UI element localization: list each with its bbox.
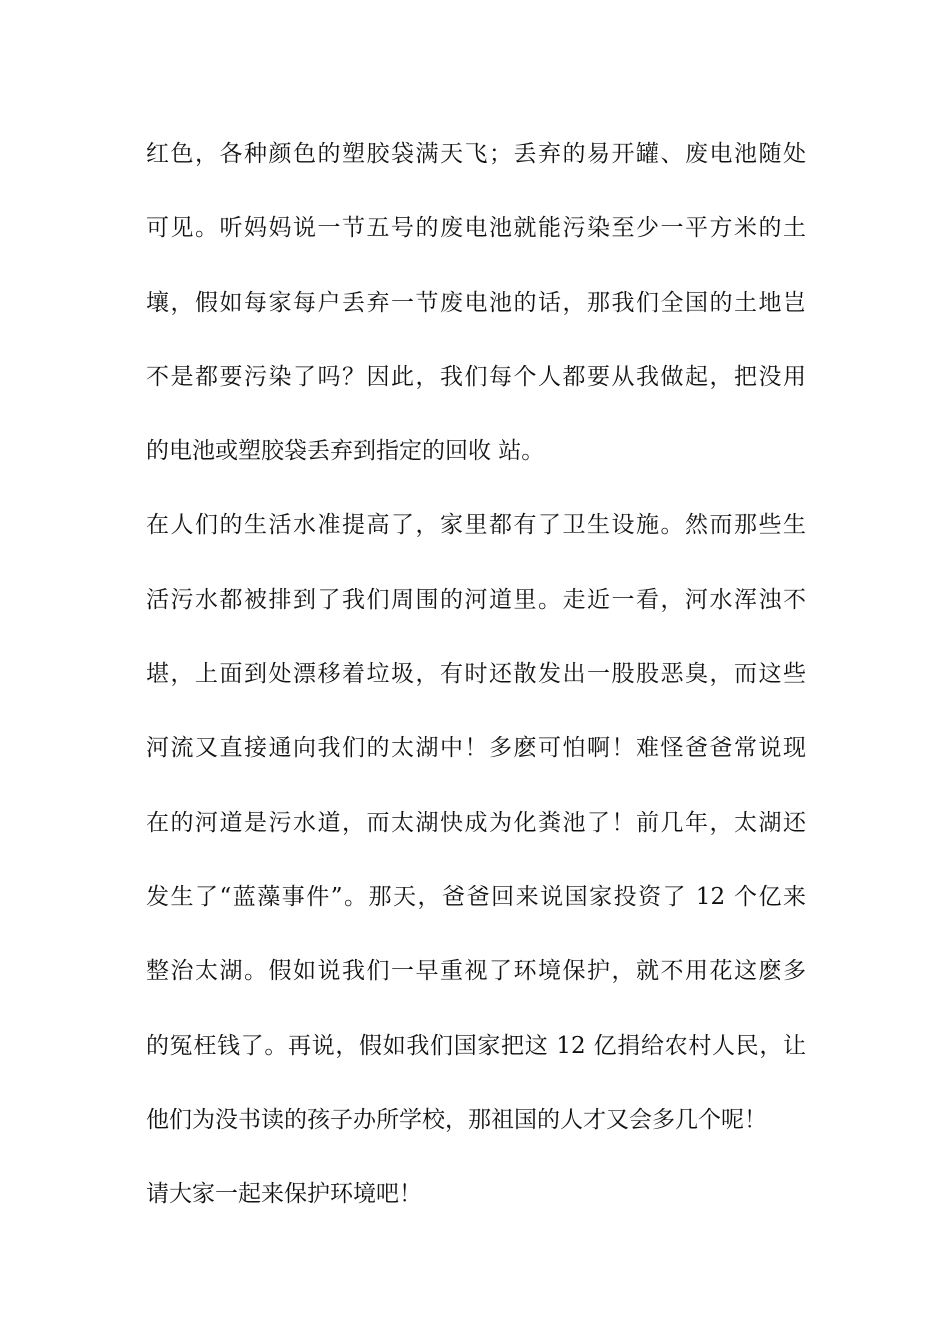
text-line: 红色，各种颜色的塑胶袋满天飞；丢弃的易开罐、废电池随处: [146, 141, 806, 167]
text-line: 不是都要污染了吗？因此，我们每个人都要从我做起，把没用: [146, 363, 806, 390]
text-line: 可见。听妈妈说一节五号的废电池就能污染至少一平方米的土: [146, 215, 806, 242]
text-line: 河流又直接通向我们的太湖中！多麽可怕啊！难怪爸爸常说现: [146, 735, 806, 762]
body-text: [146, 128, 806, 1242]
paragraph-2: [146, 499, 806, 1168]
text-line: 活污水都被排到了我们周围的河道里。走近一看，河水浑浊不: [146, 586, 806, 613]
paragraph-3: [146, 1168, 806, 1242]
text-line: 在人们的生活水准提高了，家里都有了卫生设施。然而那些生: [146, 512, 806, 539]
text-line: 整治太湖。假如说我们一早重视了环境保护，就不用花这麽多: [146, 958, 806, 985]
text-line: 他们为没书读的孩子办所学校，那祖国的人才又会多几个呢！: [146, 1106, 767, 1133]
text-line: 请大家一起来保护环境吧！: [146, 1181, 422, 1208]
text-line: 的电池或塑胶袋丢弃到指定的回收 站。: [146, 438, 545, 465]
text-line: 壤，假如每家每户丢弃一节废电池的话，那我们全国的土地岂: [146, 289, 806, 316]
paragraph-1: [146, 128, 806, 499]
text-line: 发生了“蓝藻事件”。那天，爸爸回来说国家投资了 12 个亿来: [146, 883, 806, 910]
text-line: 的冤枉钱了。再说，假如我们国家把这 12 亿捐给农村人民，让: [146, 1032, 806, 1059]
text-line: 堪，上面到处漂移着垃圾，有时还散发出一股股恶臭，而这些: [146, 661, 806, 688]
text-line: 在的河道是污水道，而太湖快成为化粪池了！前几年，太湖还: [146, 809, 806, 836]
